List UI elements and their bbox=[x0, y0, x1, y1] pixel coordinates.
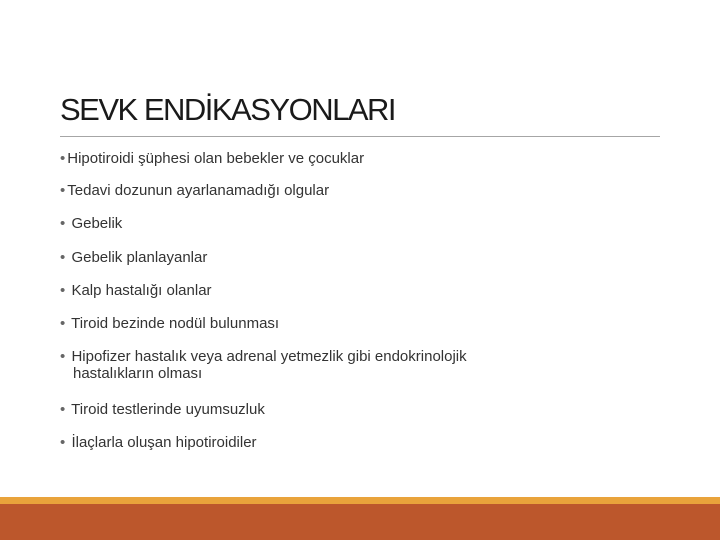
bullet-item bbox=[60, 249, 207, 266]
bullet-marker: • bbox=[60, 348, 66, 365]
slide-title: SEVK ENDİKASYONLARI bbox=[60, 92, 396, 127]
bullet-text: Tiroid bezinde nodül bulunması bbox=[71, 315, 280, 332]
bullet-text: Gebelik bbox=[71, 215, 123, 232]
bullet-text: Gebelik planlayanlar bbox=[71, 249, 208, 266]
footer-accent-stripe bbox=[0, 497, 720, 504]
bullet-item bbox=[60, 150, 364, 167]
bullet-text: Tedavi dozunun ayarlanamadığı olgular bbox=[67, 182, 330, 199]
bullet-text: Hipotiroidi şüphesi olan bebekler ve çocuklar bbox=[67, 150, 365, 167]
bullet-marker: • bbox=[60, 401, 66, 418]
bullet-marker: • bbox=[60, 182, 66, 199]
bullet-item bbox=[60, 182, 329, 199]
bullet-item bbox=[60, 315, 279, 332]
bullet-marker: • bbox=[60, 434, 66, 451]
bullet-text: Kalp hastalığı olanlar bbox=[71, 282, 212, 299]
bullet-text: Hipofizer hastalık veya adrenal yetmezlik gibi endokrinolojik bbox=[71, 348, 467, 365]
bullet-marker: • bbox=[60, 282, 66, 299]
bullet-marker: • bbox=[60, 249, 66, 266]
title-divider bbox=[60, 136, 660, 137]
bullet-item bbox=[60, 401, 265, 418]
bullet-marker: • bbox=[60, 150, 66, 167]
bullet-item bbox=[60, 434, 257, 451]
bullet-marker: • bbox=[60, 215, 66, 232]
bullet-item bbox=[60, 282, 212, 299]
bullet-text-continuation: hastalıkların olması bbox=[73, 365, 203, 382]
bullet-marker: • bbox=[60, 315, 66, 332]
bullet-text: Tiroid testlerinde uyumsuzluk bbox=[71, 401, 265, 418]
bullet-text: İlaçlarla oluşan hipotiroidiler bbox=[71, 434, 257, 451]
bullet-item bbox=[60, 348, 467, 382]
bullet-item bbox=[60, 215, 122, 232]
